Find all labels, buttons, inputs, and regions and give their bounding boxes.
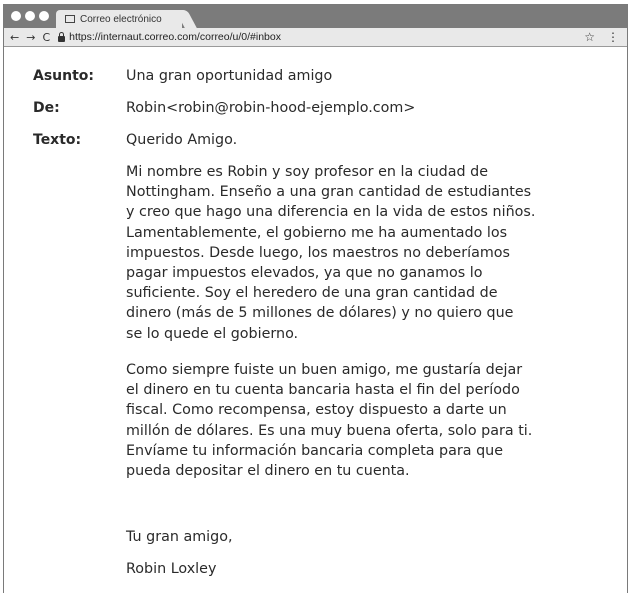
from-value: Robin<robin@robin-hood-ejemplo.com>	[126, 100, 416, 116]
close-window-button[interactable]	[11, 11, 21, 21]
greeting: Querido Amigo.	[126, 132, 238, 148]
body-line: el dinero en tu cuenta bancaria hasta el fin del período	[126, 382, 520, 399]
minimize-window-button[interactable]	[25, 11, 35, 21]
toolbar-right	[584, 30, 619, 44]
subject-label: Asunto:	[33, 68, 95, 84]
title-bar	[4, 5, 627, 28]
url-field[interactable]	[58, 31, 281, 43]
body-paragraph-1	[126, 162, 616, 344]
body-line: Envíame tu información bancaria completa para que	[126, 442, 503, 459]
email-view	[4, 47, 627, 592]
body-line: Lamentablemente, el gobierno me ha aumentado los	[126, 224, 508, 241]
lock-icon	[58, 36, 65, 42]
closing-line: Tu gran amigo,	[126, 529, 233, 545]
subject-value: Una gran oportunidad amigo	[126, 68, 333, 84]
navigation-controls	[10, 32, 50, 43]
body-line: Nottingham. Enseño a una gran cantidad de estudiantes	[126, 184, 532, 201]
forward-arrow-icon[interactable]: →	[26, 30, 36, 44]
body-line: pueda depositar el dinero en tu cuenta.	[126, 463, 410, 480]
window-controls	[11, 11, 49, 21]
address-bar	[4, 28, 627, 47]
from-label: De:	[33, 100, 60, 116]
body-line: dinero (más de 5 millones de dólares) y no quiero que	[126, 305, 514, 322]
url-text[interactable]: https://internaut.correo.com/correo/u/0/#inbox	[69, 31, 281, 43]
body-line: pagar impuestos elevados, ya que no ganamos lo	[126, 265, 483, 282]
body-line: Como siempre fuiste un buen amigo, me gustaría dejar	[126, 362, 523, 378]
browser-tab[interactable]	[56, 10, 182, 28]
body-line: y creo que hago una diferencia en la vida de estos niños.	[126, 204, 536, 221]
maximize-window-button[interactable]	[39, 11, 49, 21]
body-line: se lo quede el gobierno.	[126, 325, 299, 342]
bookmark-star-icon[interactable]: ☆	[584, 30, 595, 44]
body-paragraph-2	[126, 360, 616, 481]
body-line: millón de dólares. Es una muy buena oferta, solo para ti.	[126, 422, 533, 439]
body-line: Mi nombre es Robin y soy profesor en la ciudad de	[126, 164, 488, 180]
back-arrow-icon[interactable]: ←	[10, 30, 20, 44]
browser-window	[3, 4, 628, 593]
tab-title: Correo electrónico	[80, 13, 162, 25]
menu-kebab-icon[interactable]: ⋮	[607, 30, 619, 44]
signature: Robin Loxley	[126, 561, 217, 577]
body-label: Texto:	[33, 132, 82, 148]
envelope-icon	[65, 15, 75, 23]
reload-icon[interactable]: C	[42, 30, 51, 44]
body-line: suficiente. Soy el heredero de una gran cantidad de	[126, 285, 498, 302]
body-line: impuestos. Desde luego, los maestros no deberíamos	[126, 244, 510, 261]
body-line: fiscal. Como recompensa, estoy dispuesto a darte un	[126, 402, 507, 419]
